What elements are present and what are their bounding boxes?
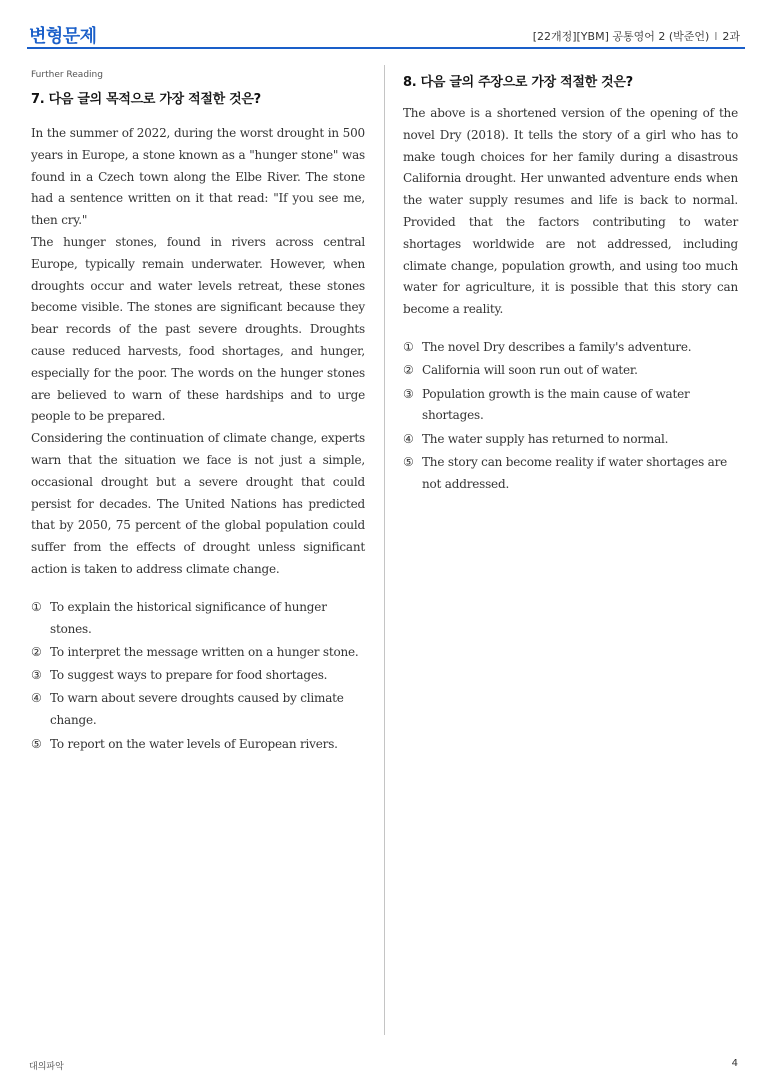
- option-number: ②: [31, 644, 42, 659]
- option-number: ②: [403, 363, 414, 378]
- passage-paragraph: The hunger stones, found in rivers across central Europe, typically remain underwater. However, when droughts occur and water levels retreat, these stones become visible. The stones are significant because they bear records of the past severe droughts. Droughts cause reduced harvests, food shortages, and hunger, especially for the poor. The words on the hunger stones are believed to warn of these hardships and to urge people to be prepared.: [31, 234, 365, 424]
- option-text: To interpret the message written on a hunger stone.: [50, 644, 359, 659]
- option-text: Population growth is the main cause of water shortages.: [422, 386, 690, 423]
- page-number: 4: [731, 1058, 738, 1069]
- answer-option[interactable]: [403, 429, 738, 451]
- answer-option[interactable]: [31, 665, 365, 687]
- lesson-label: 2과: [722, 30, 740, 43]
- header-info: [533, 28, 740, 44]
- question-7-options: [31, 597, 365, 756]
- option-text: To report on the water levels of European rivers.: [50, 736, 338, 751]
- page-header: [0, 0, 768, 50]
- answer-option[interactable]: [31, 642, 365, 664]
- answer-option[interactable]: [31, 597, 365, 641]
- passage-paragraph: Considering the continuation of climate change, experts warn that the situation we face is not just a simple, occasional drought but a severe drought that could persist for decades. The United Nations has predicted that by 2050, 75 percent of the global population could suffer from the effects of drought unless significant action is taken to address climate change.: [31, 431, 365, 576]
- passage-paragraph: In the summer of 2022, during the worst drought in 500 years in Europe, a stone known as a "hunger stone" was found in a Czech town along the Elbe River. The stone had a sentence written on it that read: "If you see me, then cry.": [31, 126, 365, 228]
- option-number: ④: [31, 691, 42, 706]
- textbook-title: [22개정][YBM] 공통영어 2 (박준언): [532, 30, 710, 43]
- section-label: Further Reading: [31, 70, 103, 80]
- option-text: California will soon run out of water.: [422, 363, 638, 378]
- option-text: The water supply has returned to normal.: [422, 431, 669, 446]
- option-text: The story can become reality if water shortages are not addressed.: [422, 454, 728, 491]
- option-number: ④: [403, 431, 414, 446]
- question-8-options: [403, 337, 738, 496]
- brand-title: 변형문제: [29, 26, 97, 47]
- column-divider: [384, 65, 385, 1035]
- option-number: ①: [403, 339, 414, 354]
- option-text: To warn about severe droughts caused by climate change.: [50, 691, 344, 728]
- header-separator: l: [714, 30, 718, 43]
- option-text: To suggest ways to prepare for food shortages.: [50, 668, 328, 683]
- left-column: [31, 70, 365, 757]
- option-text: The novel Dry describes a family's adventure.: [422, 339, 692, 354]
- passage-paragraph: The above is a shortened version of the opening of the novel Dry (2018). It tells the story of a girl who has to make tough choices for her family during a disastrous California drought. Her unwanted adventure ends when the water supply resumes and life is back to normal. Provided that the factors contributing to water shortages worldwide are not addressed, including climate change, population growth, and using too much water for agriculture, it is possible that this story can become a reality.: [403, 106, 738, 317]
- option-number: ③: [403, 386, 414, 401]
- answer-option[interactable]: [403, 337, 738, 359]
- question-8-passage: [403, 103, 738, 321]
- answer-option[interactable]: [31, 734, 365, 756]
- option-number: ⑤: [403, 454, 414, 469]
- right-column: [403, 70, 738, 497]
- question-7-title: 7. 다음 글의 목적으로 가장 적절한 것은?: [31, 92, 261, 107]
- option-number: ①: [31, 599, 42, 614]
- question-8-title: 8. 다음 글의 주장으로 가장 적절한 것은?: [403, 75, 633, 90]
- answer-option[interactable]: [403, 384, 738, 428]
- option-text: To explain the historical significance of hunger stones.: [50, 599, 327, 636]
- footer-publisher: 대의파악: [29, 1062, 64, 1072]
- answer-option[interactable]: [403, 452, 738, 496]
- option-number: ③: [31, 668, 42, 683]
- header-rule: [27, 47, 745, 49]
- question-7-passage: [31, 123, 365, 581]
- option-number: ⑤: [31, 736, 42, 751]
- answer-option[interactable]: [403, 360, 738, 382]
- answer-option[interactable]: [31, 688, 365, 732]
